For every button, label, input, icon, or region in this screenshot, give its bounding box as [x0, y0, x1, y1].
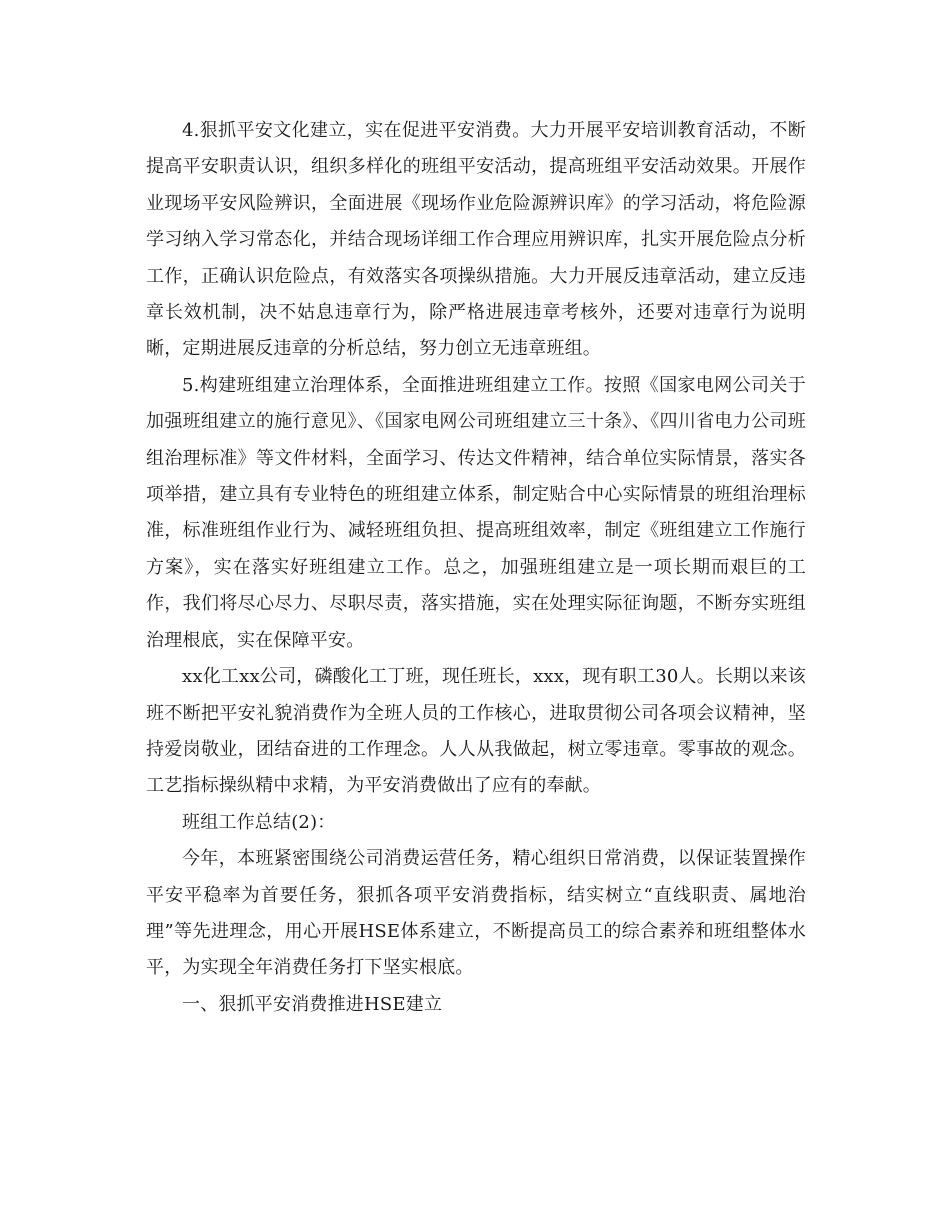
paragraph-team-management: 5.构建班组建立治理体系，全面推进班组建立工作。按照《国家电网公司关于加强班组建立的施行意见》、《国家电网公司班组建立三十条》、《四川省电力公司班组治理标准》等文件材料，全面学习、传达文件精神，结合单位实际情景，落实各项举措，建立具有专业特色的班组建立体系，制定贴合中心实际情景的班组治理标准，标准班组作业行为、减轻班组负担、提高班组效率，制定《班组建立工作施行方案》，实在落实好班组建立工作。总之，加强班组建立是一项长期而艰巨的工作，我们将尽心尽力、尽职尽责，落实措施，实在处理实际征询题，不断夯实班组治理根底，实在保障平安。 — [146, 374, 806, 651]
paragraph-safety-culture: 4.狠抓平安文化建立，实在促进平安消费。大力开展平安培训教育活动，不断提高平安职责认识，组织多样化的班组平安活动，提高班组平安活动效果。开展作业现场平安风险辨识，全面进展《现场作业危险源辨识库》的学习活动，将危险源学习纳入学习常态化，并结合现场详细工作合理应用辨识库，扎实开展危险点分析工作，正确认识危险点，有效落实各项操纵措施。大力开展反违章活动，建立反违章长效机制，决不姑息违章行为，除严格进展违章考核外，还要对违章行为说明晰，定期进展反违章的分析总结，努力创立无违章班组。 — [146, 120, 806, 360]
section-heading-summary-2: 班组工作总结(2)： — [182, 811, 336, 833]
paragraph-team-profile: xx化工xx公司，磷酸化工丁班，现任班长，xxx，现有职工30人。长期以来该班不断把平安礼貌消费作为全班人员的工作核心，进取贯彻公司各项会议精神，坚持爱岗敬业，团结奋进的工作理念。人人从我做起，树立零违章。零事故的观念。工艺指标操纵精中求精，为平安消费做出了应有的奉献。 — [146, 666, 806, 797]
paragraph-annual-summary: 今年，本班紧密围绕公司消费运营任务，精心组织日常消费，以保证装置操作平安平稳率为首要任务，狠抓各项平安消费指标，结实树立“直线职责、属地治理”等先进理念，用心开展HSE体系建立，不断提高员工的综合素养和班组整体水平，为实现全年消费任务打下坚实根底。 — [146, 848, 806, 979]
section-heading-hse: 一、狠抓平安消费推进HSE建立 — [182, 993, 443, 1015]
document-body — [146, 113, 806, 1023]
